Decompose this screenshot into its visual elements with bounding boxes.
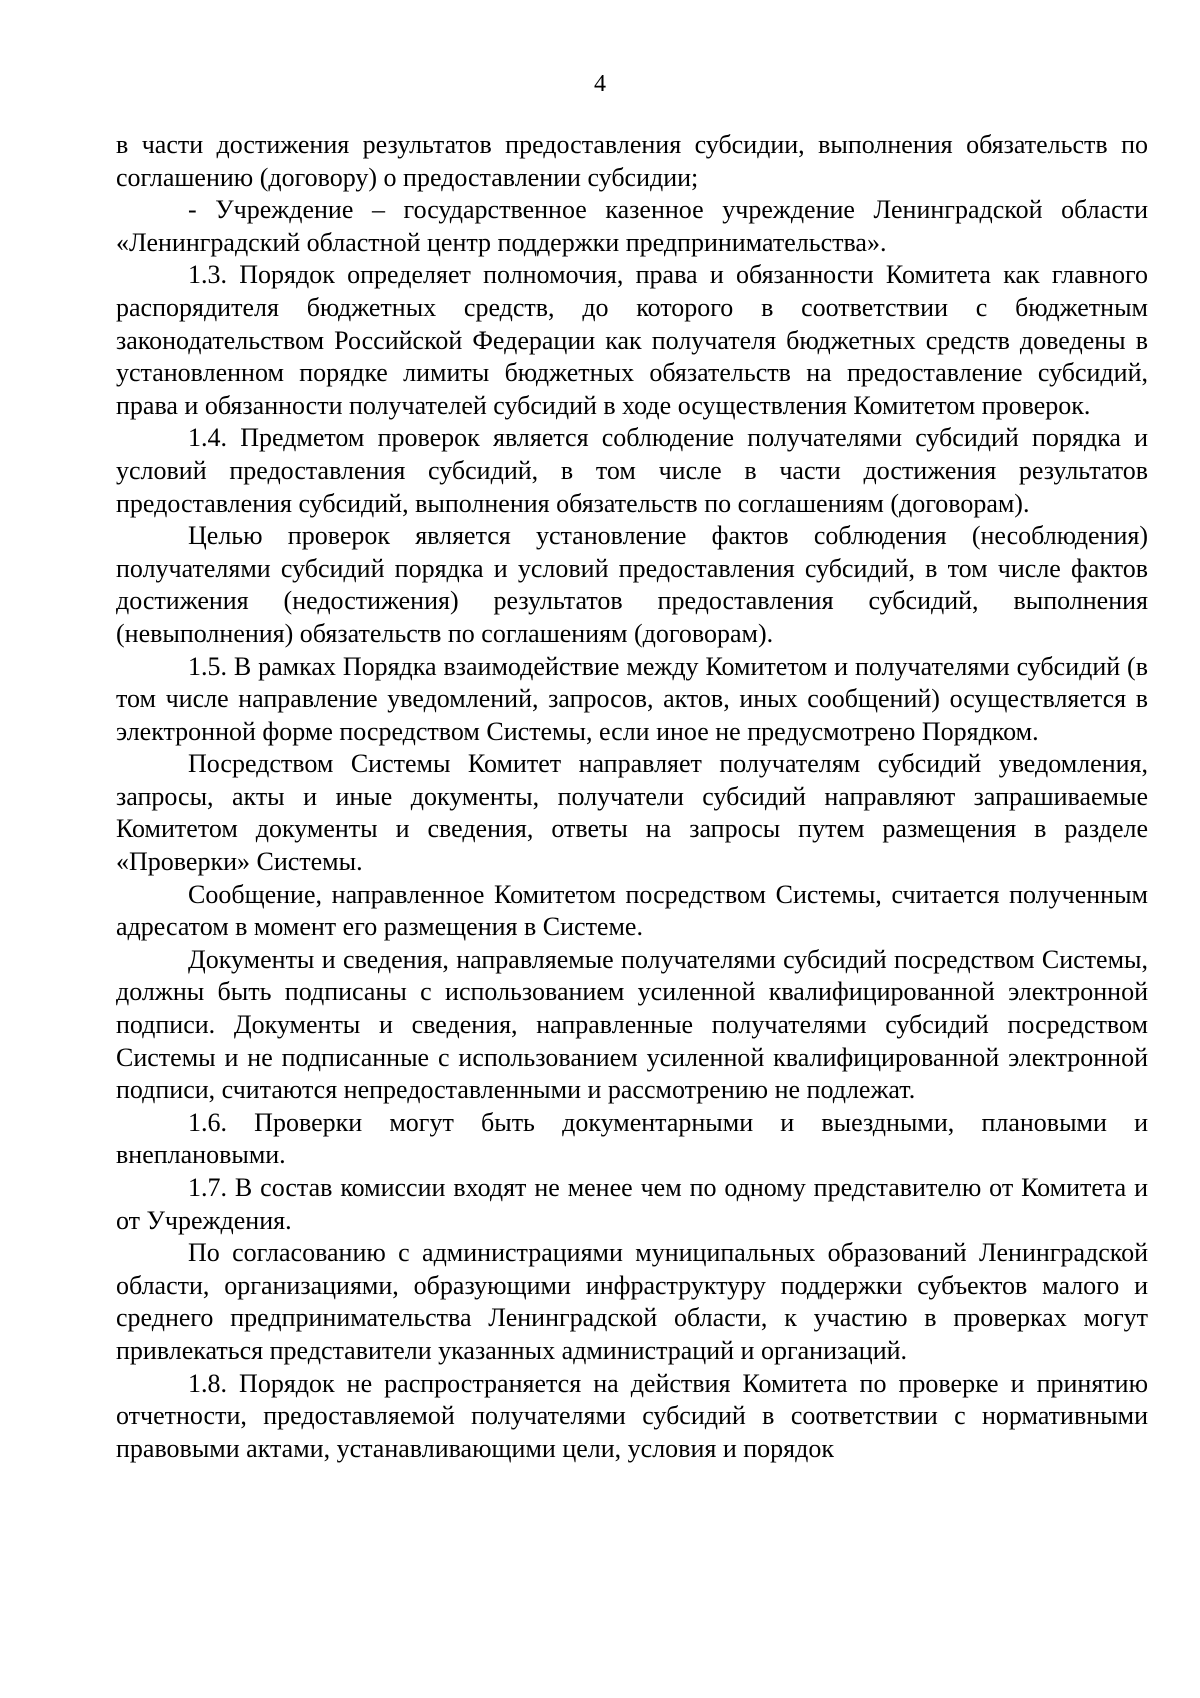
paragraph-system-exchange: Посредством Системы Комитет направляет получателям субсидий уведомления, запросы, акты и иные документы, получатели субсидий направляют запрашиваемые Комитетом документы и сведения, ответы на запросы путем размещения в разделе «Проверки» Системы. xyxy=(116,749,1148,877)
paragraph-message-received: Сообщение, направленное Комитетом посредством Системы, считается полученным адресатом в момент его размещения в Системе. xyxy=(116,879,1148,942)
document-body xyxy=(116,129,1148,1465)
paragraph-electronic-signature: Документы и сведения, направляемые получателями субсидий посредством Системы, должны быть подписаны с использованием усиленной квалифицированной электронной подписи. Документы и сведения, направленные получателями субсидий посредством Системы и не подписанные с использованием усиленной квалифицированной электронной подписи, считаются непредоставленными и рассмотрению не подлежат. xyxy=(116,944,1148,1105)
paragraph-1-5: 1.5. В рамках Порядка взаимодействие между Комитетом и получателями субсидий (в том числе направление уведомлений, запросов, актов, иных сообщений) осуществляется в электронной форме посредством Системы, если иное не предусмотрено Порядком. xyxy=(116,651,1148,746)
paragraph-1-4: 1.4. Предметом проверок является соблюдение получателями субсидий порядка и условий предоставления субсидий, в том числе в части достижения результатов предоставления субсидий, выполнения обязательств по соглашениям (договорам). xyxy=(116,423,1148,518)
paragraph-definition-institution: - Учреждение – государственное казенное учреждение Ленинградской области «Ленинградский областной центр поддержки предпринимательства». xyxy=(116,195,1148,257)
paragraph-1-6: 1.6. Проверки могут быть документарными и выездными, плановыми и внеплановыми. xyxy=(116,1107,1148,1170)
paragraph-1-3: 1.3. Порядок определяет полномочия, права и обязанности Комитета как главного распорядителя бюджетных средств, до которого в соответствии с бюджетным законодательством Российской Федерации как получателя бюджетных средств доведены в установленном порядке лимиты бюджетных обязательств на предоставление субсидий, права и обязанности получателей субсидий в ходе осуществления Комитетом проверок. xyxy=(116,260,1148,420)
paragraph-inspection-goal: Целью проверок является установление фактов соблюдения (несоблюдения) получателями субсидий порядка и условий предоставления субсидий, в том числе фактов достижения (недостижения) результатов предоставления субсидий, выполнения (невыполнения) обязательств по соглашениям (договорам). xyxy=(116,521,1148,648)
page-number: 4 xyxy=(594,71,606,97)
paragraph-1-7: 1.7. В состав комиссии входят не менее чем по одному представителю от Комитета и от Учреждения. xyxy=(116,1173,1148,1235)
paragraph-1-8: 1.8. Порядок не распространяется на действия Комитета по проверке и принятию отчетности, предоставляемой получателями субсидий в соответствии с нормативными правовыми актами, устанавливающими цели, условия и порядок xyxy=(116,1368,1148,1463)
paragraph-continuation: в части достижения результатов предоставления субсидии, выполнения обязательств по соглашению (договору) о предоставлении субсидии; xyxy=(116,130,1148,192)
paragraph-participation: По согласованию с администрациями муниципальных образований Ленинградской области, организациями, образующими инфраструктуру поддержки субъектов малого и среднего предпринимательства Ленинградской области, к участию в проверках могут привлекаться представители указанных администраций и организаций. xyxy=(116,1238,1148,1365)
